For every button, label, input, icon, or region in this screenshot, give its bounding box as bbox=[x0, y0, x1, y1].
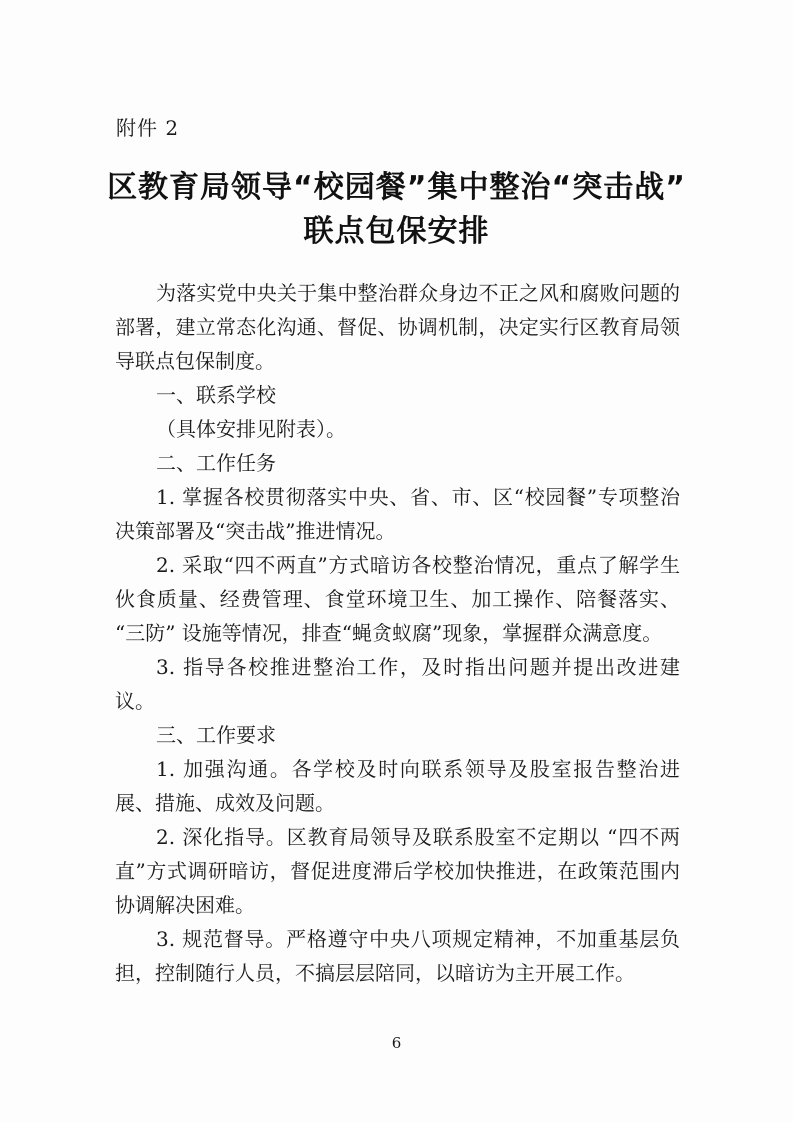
section-heading-work-requirements: 三、工作要求 bbox=[156, 723, 276, 747]
document-title-line-1: 区教育局领导“校园餐”集中整治“突击战” bbox=[107, 170, 686, 205]
section-text-contact-schools: （具体安排见附表）。 bbox=[156, 417, 346, 441]
section-heading-work-tasks: 二、工作任务 bbox=[156, 451, 276, 475]
requirement-item: 1. 加强沟通。各学校及时向联系领导及股室报告整治进展、措施、成效及问题。 bbox=[115, 757, 680, 815]
task-item: 3. 指导各校推进整治工作，及时指出问题并提出改进建议。 bbox=[115, 655, 680, 713]
task-item: 2. 采取“四不两直”方式暗访各校整治情况，重点了解学生伙食质量、经费管理、食堂环境卫生、加工操作、陪餐落实、 “三防” 设施等情况，排查“蝇贪蚁腐”现象，掌握群众满意度。 bbox=[115, 553, 680, 645]
document-body bbox=[115, 276, 680, 990]
requirement-item: 2. 深化指导。区教育局领导及联系股室不定期以 “四不两直”方式调研暗访，督促进度滞后学校加快推进，在政策范围内协调解决困难。 bbox=[115, 825, 680, 917]
requirement-item: 3. 规范督导。严格遵守中央八项规定精神，不加重基层负担，控制随行人员，不搞层层陪同，以暗访为主开展工作。 bbox=[115, 927, 680, 985]
attachment-label: 附件 2 bbox=[116, 116, 180, 140]
page-number: 6 bbox=[391, 1034, 402, 1052]
intro-paragraph: 为落实党中央关于集中整治群众身边不正之风和腐败问题的部署，建立常态化沟通、督促、协调机制，决定实行区教育局领导联点包保制度。 bbox=[115, 281, 680, 373]
document-title-line-2: 联点包保安排 bbox=[303, 214, 490, 249]
section-heading-contact-schools: 一、联系学校 bbox=[156, 383, 276, 407]
task-item: 1. 掌握各校贯彻落实中央、省、市、区“校园餐”专项整治决策部署及“突击战”推进情况。 bbox=[115, 485, 680, 543]
